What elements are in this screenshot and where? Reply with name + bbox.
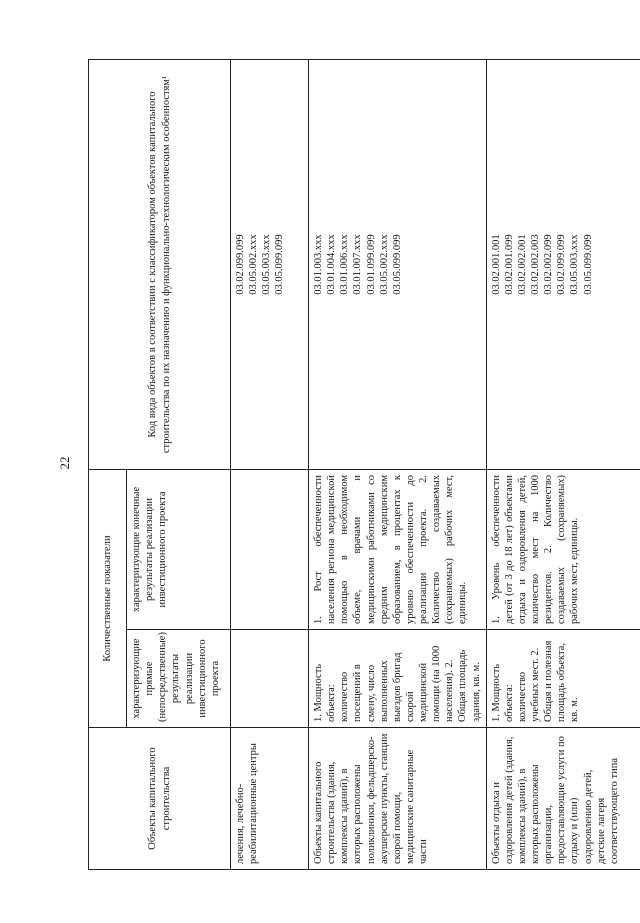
code-item: 03.05.002.xxx — [248, 234, 260, 295]
table-row — [486, 60, 640, 870]
row-2-codes — [486, 60, 640, 470]
code-item: 03.05.099.099 — [582, 234, 594, 295]
row-1-codes — [309, 60, 487, 470]
header-direct-cell: характеризующие прямые (непосредственные) результаты реализации инвестиционного проекта — [127, 630, 231, 728]
row-2-final: 1. Уровень обеспеченности детей (от 3 до 18 лет) объектами отдыха и оздоровления детей, количество мест на 1000 резидентов. 2. Количество создаваемых (сохраняемых) рабочих мест, единицы. — [486, 470, 640, 630]
row-1-final: 1. Рост обеспеченности населения региона медицинской помощью в необходимом объеме, врачами и медицинскими работниками со средним медицинским образованием, в процентах к уровню обеспеченности до реализации проекта. 2. Количество создаваемых (сохраняемых) рабочих мест, единицы. — [309, 470, 487, 630]
code-item: 03.02.002.099 — [543, 234, 555, 295]
code-item: 03.05.099.099 — [391, 234, 403, 295]
code-item: 03.02.099.099 — [235, 234, 246, 295]
row-2-direct: 1. Мощность объекта: количество учебных мест. 2. Общая и полезная площадь объекта, кв. м. — [486, 630, 640, 728]
row-0-codes — [231, 60, 309, 470]
code-item: 03.02.002.003 — [530, 234, 541, 295]
document-table — [88, 59, 640, 870]
code-item: 03.02.002.001 — [516, 234, 528, 295]
table-row — [309, 60, 487, 870]
code-item: 03.01.099.099 — [365, 234, 377, 295]
code-item: 03.05.003.xxx — [569, 234, 581, 295]
code-item: 03.02.099.099 — [556, 234, 568, 295]
row-0-direct — [231, 630, 309, 728]
row-0-object: лечения, лечебно-реабилитационные центры — [231, 728, 309, 870]
table-row — [231, 60, 309, 870]
code-item: 03.05.002.xxx — [378, 234, 390, 295]
header-quantitative-cell: Количественные показатели — [89, 470, 127, 728]
header-final-cell: характеризующие конечные результаты реализации инвестиционного проекта — [127, 470, 231, 630]
header-code-cell: Код вида объектов в соответствии с классификатором объектов капитального строительства по их назначению и функционально-технологическим особенностям¹ — [89, 60, 231, 470]
row-1-object: Объекты капитального строительства (здания, комплексы зданий), в которых расположены поликлиники, фельдшерско-акушерские пункты, станции скорой помощи, медицинские санитарные части — [309, 728, 487, 870]
code-item: 03.01.004.xxx — [326, 234, 338, 295]
row-2-object: Объекты отдыха и оздоровления детей (здания, комплексы зданий), в которых расположены организации, предоставляющие услуги по отдыху и (или) оздоровлению детей, детские лагеря соответствующего типа — [486, 728, 640, 870]
code-item: 03.02.001.099 — [503, 234, 515, 295]
page-number: 22 — [57, 456, 72, 470]
code-item: 03.01.006.xxx — [339, 234, 351, 295]
row-1-direct: 1. Мощность объекта: количество посещений в смену, число выполненных выездов бригад скорой медицинской помощи (на 1000 населения). 2. Общая площадь здания, кв. м. — [309, 630, 487, 728]
header-objects-cell: Объекты капитального строительства — [89, 728, 231, 870]
row-0-final — [231, 470, 309, 630]
code-item: 03.05.003.xxx — [261, 234, 273, 295]
table-header-row — [89, 60, 127, 870]
code-item: 03.02.001.001 — [490, 234, 502, 295]
code-item: 03.01.007.xxx — [352, 234, 364, 295]
code-item: 03.05.099.099 — [274, 234, 286, 295]
code-item: 03.01.003.xxx — [313, 234, 324, 295]
table-frame — [88, 60, 620, 870]
